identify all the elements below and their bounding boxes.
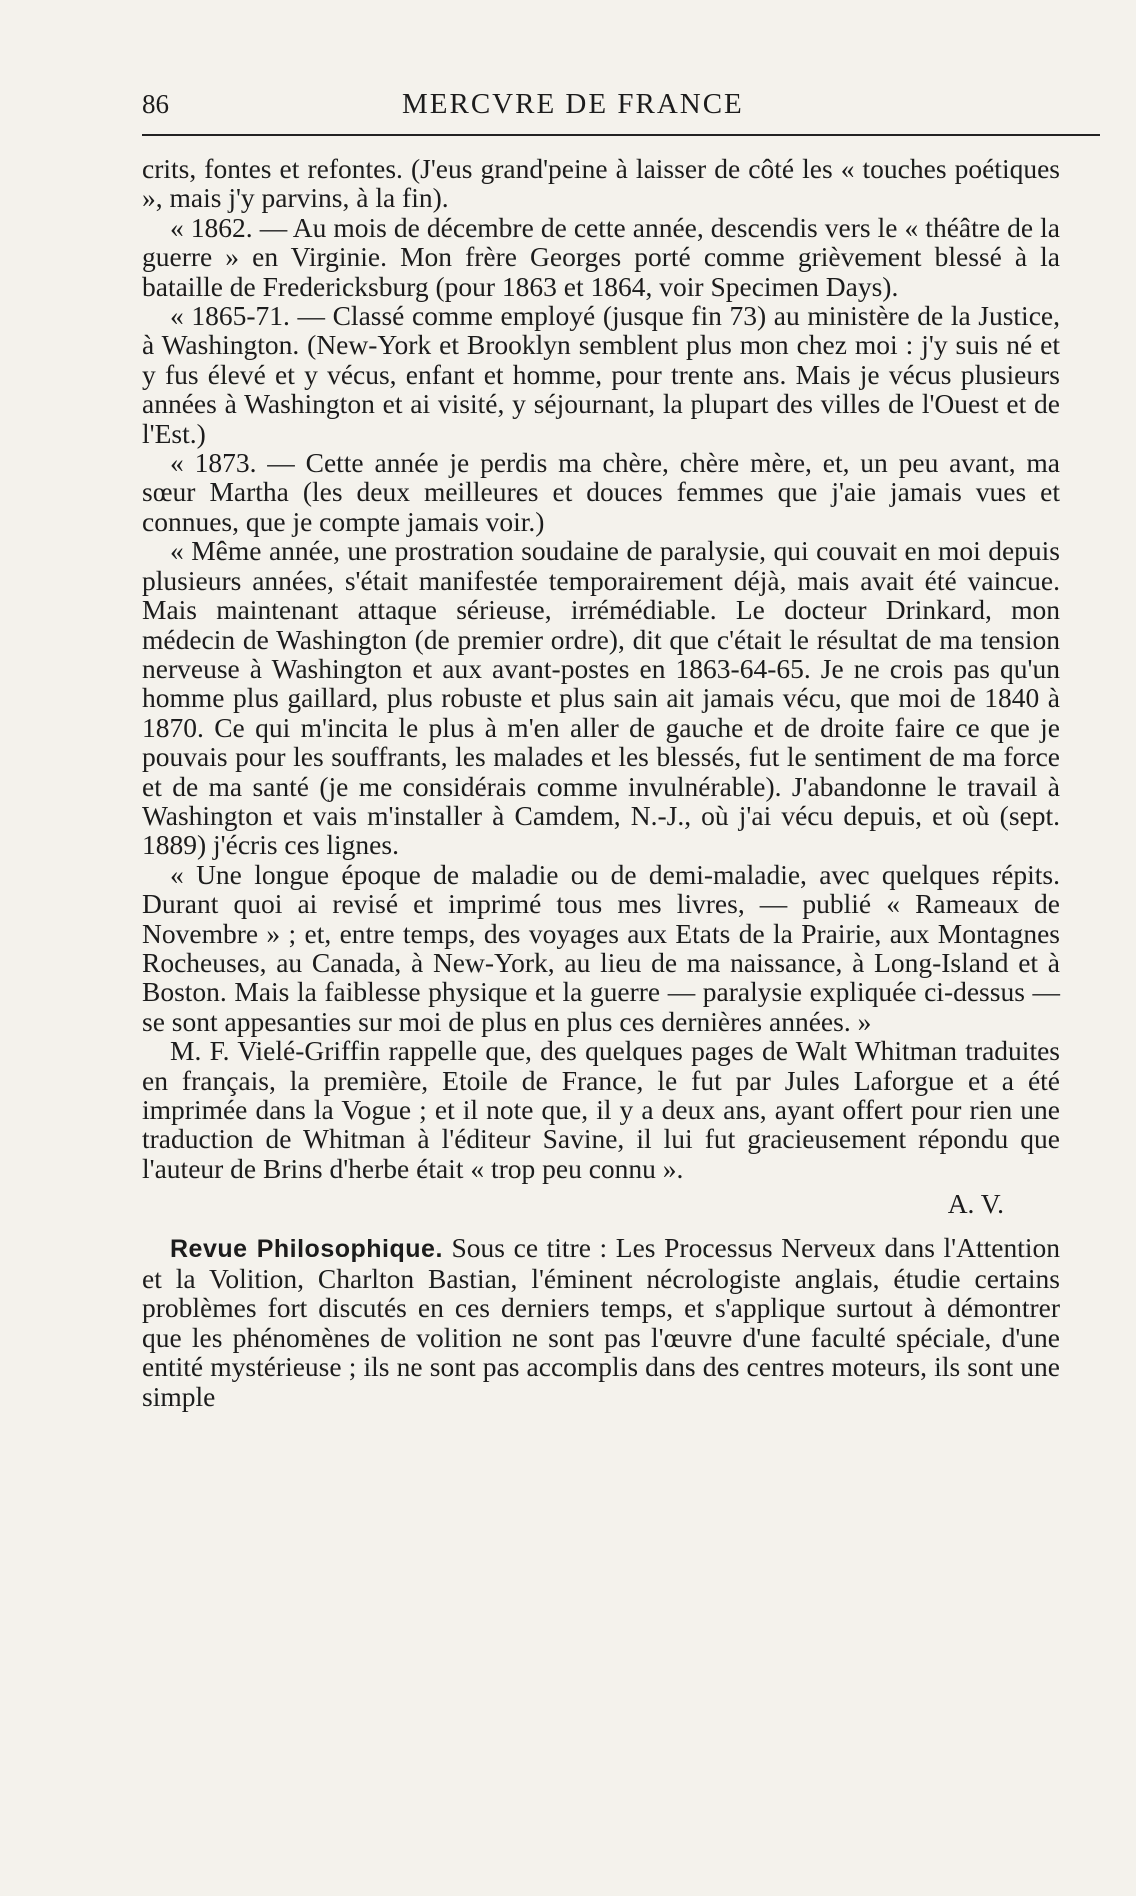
body-text <box>142 154 1060 1411</box>
section-title: Revue Philosophique. <box>170 1234 443 1263</box>
section-text: Sous ce titre : Les Processus Nerveux dans l'Attention et la Volition, Charlton Bastian, l'éminent nécrologiste anglais, étudie certains problèmes fort discutés en ces derniers temps, et s'applique surtout à démontrer que les phénomènes de volition ne sont pas l'œuvre d'une faculté spéciale, d'une entité mystérieuse ; ils ne sont pas accomplis dans des centres moteurs, ils sont une simple <box>142 1231 1060 1412</box>
paragraph-3: « 1865-71. — Classé comme employé (jusque fin 73) au ministère de la Justice, à Washington. (New-York et Brooklyn semblent plus mon chez moi : j'y suis né et y fus élevé et y vécus, enfant et homme, pour trente ans. Mais je vécus plusieurs années à Washington et ai visité, y séjournant, la plupart des villes de l'Ouest et de l'Est.) <box>142 300 1060 449</box>
paragraph-2: « 1862. — Au mois de décembre de cette année, descendis vers le « théâtre de la guerre » en Virginie. Mon frère Georges porté comme grièvement blessé à la bataille de Fredericksburg (pour 1863 et 1864, voir Specimen Days). <box>142 211 1060 302</box>
paragraph-4: « 1873. — Cette année je perdis ma chère, chère mère, et, un peu avant, ma sœur Martha (les deux meilleures et douces femmes que j'aie jamais vues et connues, que je compte jamais voir.) <box>142 447 1060 537</box>
paragraph-1: crits, fontes et refontes. (J'eus grand'peine à laisser de côté les « touches poétiques », mais j'y parvins, à la fin). <box>142 153 1060 214</box>
journal-title: MERCVRE DE FRANCE <box>402 88 744 120</box>
signature: A. V. <box>947 1188 1004 1220</box>
paragraph-7: M. F. Vielé-Griffin rappelle que, des quelques pages de Walt Whitman traduites en français, la première, Etoile de France, le fut par Jules Laforgue et a été imprimée dans la Vogue ; et il note que, il y a deux ans, ayant offert pour rien une traduction de Whitman à l'éditeur Savine, il lui fut gracieusement répondu que l'auteur de Brins d'herbe était « trop peu connu ». <box>142 1035 1060 1184</box>
paragraph-6: « Une longue époque de maladie ou de demi-maladie, avec quelques répits. Durant quoi ai revisé et imprimé tous mes livres, — publié « Rameaux de Novembre » ; et, entre temps, des voyages aux Etats de la Prairie, aux Montagnes Rocheuses, au Canada, à New-York, au lieu de ma naissance, à Long-Island et à Boston. Mais la faiblesse physique et la guerre — paralysie expliquée ci-dessus — se sont appesanties sur moi de plus en plus ces dernières années. » <box>142 858 1060 1037</box>
section-revue-philosophique <box>142 1233 1060 1411</box>
running-head <box>142 88 1100 136</box>
paragraph-5: « Même année, une prostration soudaine de paralysie, qui couvait en moi depuis plusieurs années, s'était manifestée temporairement déjà, mais avait été vaincue. Mais maintenant attaque sérieuse, irrémédiable. Le docteur Drinkard, mon médecin de Washington (de premier ordre), dit que c'était le résultat de ma tension nerveuse à Washington et aux avant-postes en 1863-64-65. Je ne crois pas qu'un homme plus gaillard, plus robuste et plus sain ait jamais vécu, que moi de 1840 à 1870. Ce qui m'incita le plus à m'en aller de gauche et de droite faire ce que je pouvais pour les souffrants, les malades et les blessés, fut le sentiment de ma force et de ma santé (je me considérais comme invulnérable). J'abandonne le travail à Washington et vais m'installer à Camdem, N.-J., où j'ai vécu depuis, et où (sept. 1889) j'écris ces lignes. <box>142 535 1060 861</box>
page-number: 86 <box>142 89 169 119</box>
